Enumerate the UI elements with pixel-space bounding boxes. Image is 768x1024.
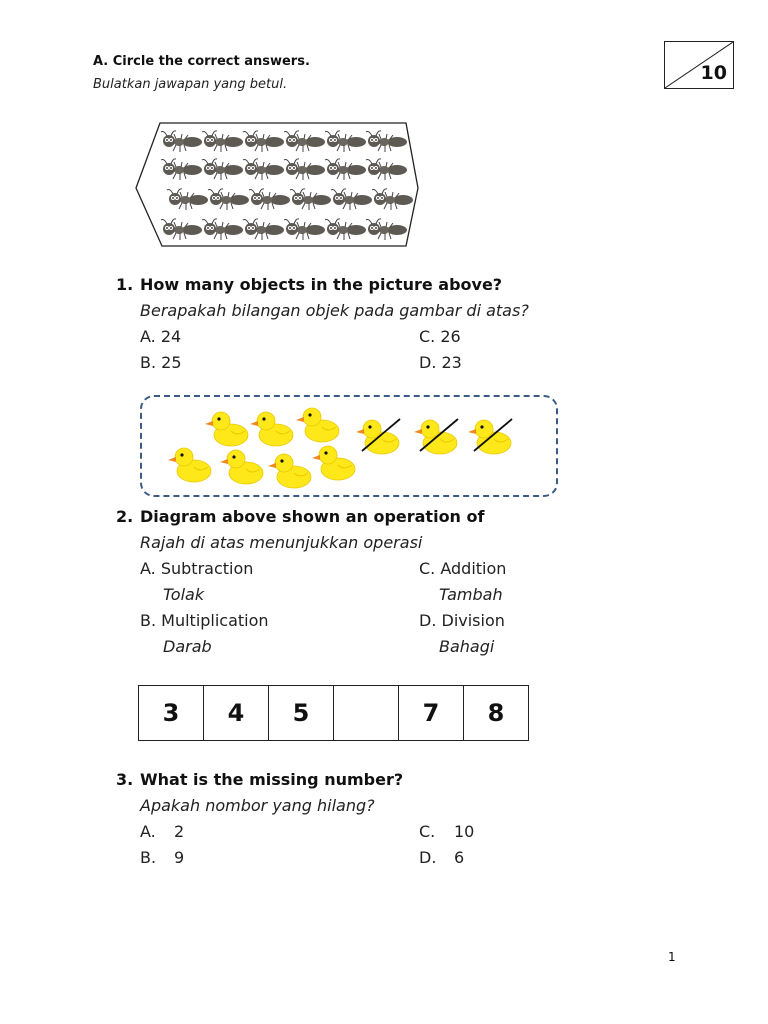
duck-layer (142, 397, 556, 495)
crossed-out-duck-icon (414, 419, 458, 454)
question-1-option-d[interactable]: D. 23 (419, 353, 462, 372)
question-3-option-a-letter[interactable]: A. (140, 822, 156, 841)
question-2-option-a[interactable]: A. Subtraction (140, 559, 254, 578)
question-1-translation: Berapakah bilangan objek pada gambar di atas? (140, 301, 529, 320)
question-1-option-a[interactable]: A. 24 (140, 327, 182, 346)
question-2-number: 2. (116, 507, 134, 526)
question-3-option-a-value[interactable]: 2 (174, 822, 185, 841)
question-1-option-c[interactable]: C. 26 (419, 327, 461, 346)
question-2-option-d[interactable]: D. Division (419, 611, 505, 630)
sequence-cell: 3 (139, 686, 204, 741)
duck-icon (220, 450, 263, 484)
duck-picture (140, 395, 558, 497)
question-3-option-c-value[interactable]: 10 (454, 822, 475, 841)
sequence-cell: 7 (399, 686, 464, 741)
score-box (664, 41, 734, 89)
page-number: 1 (668, 950, 676, 964)
question-2-text: Diagram above shown an operation of (140, 507, 485, 526)
duck-icon (205, 412, 248, 446)
duck-icon (268, 454, 311, 488)
question-3-option-d-value[interactable]: 6 (454, 848, 465, 867)
sequence-cell: 8 (464, 686, 529, 741)
question-3-translation: Apakah nombor yang hilang? (140, 796, 375, 815)
question-3-text: What is the missing number? (140, 770, 404, 789)
crossed-out-duck-icon (468, 419, 512, 454)
section-title: A. Circle the correct answers. (93, 54, 310, 69)
question-3-option-d-letter[interactable]: D. (419, 848, 437, 867)
question-3-option-c-letter[interactable]: C. (419, 822, 436, 841)
question-2-option-b[interactable]: B. Multiplication (140, 611, 269, 630)
question-1-option-b[interactable]: B. 25 (140, 353, 182, 372)
question-3-option-b-value[interactable]: 9 (174, 848, 185, 867)
duck-icon (296, 408, 339, 442)
question-3-option-b-letter[interactable]: B. (140, 848, 157, 867)
sequence-cell: 5 (269, 686, 334, 741)
question-2-option-c-translation: Tambah (439, 585, 503, 604)
sequence-cell: 4 (204, 686, 269, 741)
question-1-number: 1. (116, 275, 134, 294)
question-2-translation: Rajah di atas menunjukkan operasi (140, 533, 423, 552)
score-total: 10 (700, 62, 727, 84)
ant-picture (134, 122, 420, 248)
question-2-option-b-translation: Darab (163, 637, 212, 656)
question-2-option-a-translation: Tolak (163, 585, 205, 604)
question-2-option-d-translation: Bahagi (439, 637, 495, 656)
number-sequence-table (138, 685, 529, 741)
duck-icon (312, 446, 355, 480)
question-2-option-c[interactable]: C. Addition (419, 559, 507, 578)
crossed-out-duck-icon (356, 419, 400, 454)
sequence-cell-missing[interactable] (334, 686, 399, 741)
duck-icon (250, 412, 293, 446)
question-3-number: 3. (116, 770, 134, 789)
question-1-text: How many objects in the picture above? (140, 275, 503, 294)
section-subtitle: Bulatkan jawapan yang betul. (93, 77, 288, 92)
duck-icon (168, 448, 211, 482)
